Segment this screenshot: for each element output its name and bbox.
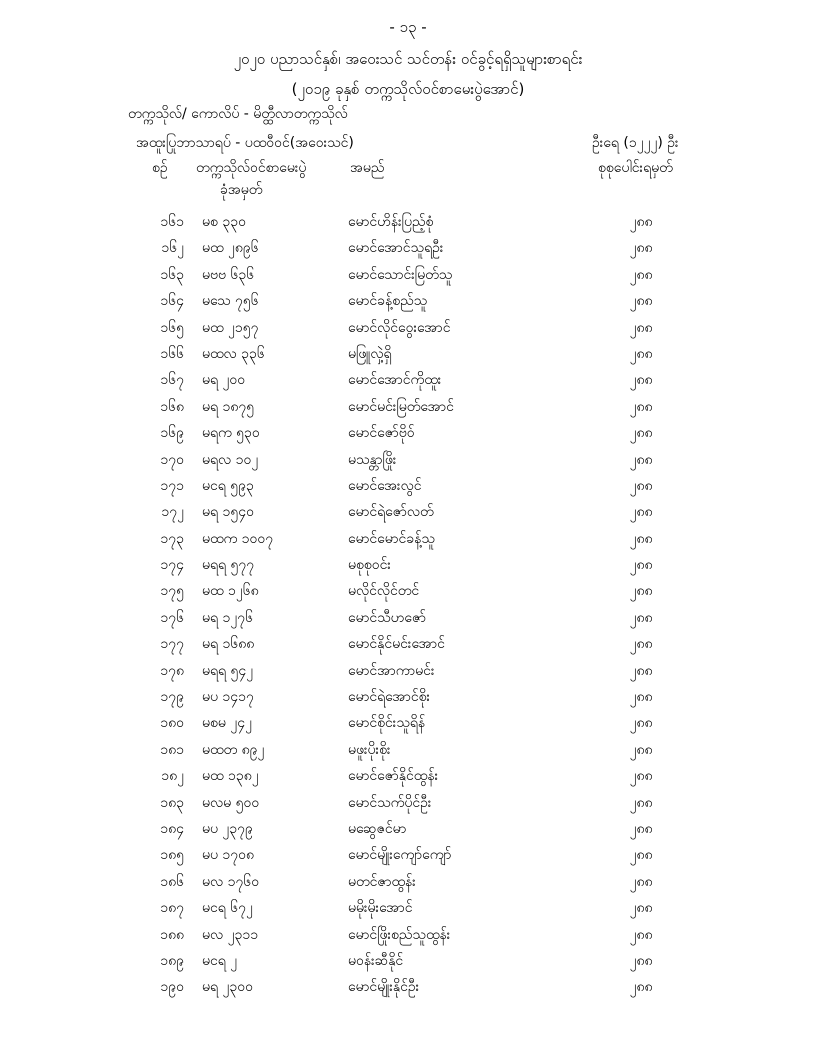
row-serial: ၁၈၇ (160, 900, 184, 917)
row-serial: ၁၇၇ (160, 636, 184, 653)
row-serial: ၁၆၃ (160, 266, 184, 283)
header-serial: စဉ် (152, 160, 168, 176)
row-serial: ၁၆၆ (160, 345, 184, 362)
row-total-marks: ၂၈၈ (629, 741, 653, 758)
row-serial: ၁၈၆ (160, 873, 184, 890)
table-row (0, 870, 816, 896)
row-serial: ၁၇၃ (160, 530, 184, 547)
row-roll-number: မရ ၁၈၇၅ (202, 398, 255, 415)
row-total-marks: ၂၈၈ (629, 662, 653, 679)
table-row (0, 896, 816, 922)
major-line: အထူးပြုဘာသာရပ် - ပထဝီဝင်(အဝေးသင်) (136, 135, 354, 151)
row-roll-number: မပ ၁၇၀၈ (202, 847, 255, 864)
row-total-marks: ၂၈၈ (629, 557, 653, 574)
total-count: ဦးရေ (၁၂၂၂) ဦး (592, 135, 679, 151)
row-total-marks: ၂၈၈ (629, 583, 653, 600)
row-roll-number: မသေ ၇၅၆ (202, 293, 259, 310)
row-roll-number: မရရ ၅၇၇ (202, 557, 255, 574)
row-total-marks: ၂၈၈ (629, 689, 653, 706)
row-roll-number: မရလ ၁၀၂ (202, 451, 259, 468)
table-row (0, 949, 816, 975)
row-name: မောင်မောင်ခန့်သူ (348, 530, 435, 547)
table-row (0, 632, 816, 658)
row-serial: ၁၇၂ (161, 504, 184, 521)
row-name: မောင်လိုင်ဝွေးအောင် (348, 319, 451, 336)
row-name: မောင်အာကာမင်း (348, 662, 435, 679)
row-serial: ၁၆၉ (160, 425, 184, 442)
row-serial: ၁၆၈ (160, 398, 184, 415)
row-serial: ၁၉၀ (160, 979, 184, 996)
row-name: မောင်မင်းမြတ်အောင် (348, 398, 454, 415)
row-total-marks: ၂၈၈ (629, 530, 653, 547)
table-row (0, 791, 816, 817)
row-roll-number: မထ ၂၁၅၇ (202, 319, 259, 336)
row-serial: ၁၇၁ (160, 477, 184, 494)
row-roll-number: မရ ၁၅၄၀ (202, 504, 254, 521)
row-roll-number: မရ ၂၃၀၀ (202, 979, 253, 996)
document-title: ၂၀၂၀ ပညာသင်နှစ်၊ အဝေးသင် သင်တန်း ဝင်ခွင့်ရရှိသူများစာရင်း (233, 50, 583, 68)
row-roll-number: မထ ၁၂၆၈ (202, 583, 259, 600)
table-row (0, 764, 816, 790)
row-name: မောင်ဟိန်းပြည့်စုံ (348, 214, 434, 230)
table-row (0, 685, 816, 711)
row-total-marks: ၂၈၈ (629, 319, 653, 336)
row-serial: ၁၆၁ (160, 214, 184, 230)
row-roll-number: မပ ၂၃၇၉ (202, 820, 253, 837)
row-serial: ၁၇၅ (160, 583, 184, 600)
row-total-marks: ၂၈၈ (629, 820, 653, 837)
row-serial: ၁၈၀ (160, 715, 184, 732)
table-row (0, 368, 816, 394)
row-roll-number: မဗဗ ၆၃၆ (202, 266, 255, 283)
table-row (0, 210, 816, 236)
row-name: မစုစုဝင်း (348, 557, 391, 574)
row-total-marks: ၂၈၈ (629, 609, 653, 626)
row-total-marks: ၂၈၈ (629, 926, 653, 943)
table-row (0, 923, 816, 949)
row-serial: ၁၆၄ (160, 293, 184, 310)
row-name: မောင်သောင်းမြတ်သူ (348, 266, 453, 283)
table-row (0, 817, 816, 843)
row-serial: ၁၈၄ (160, 820, 184, 837)
row-roll-number: မငရ ၆၇၂ (202, 900, 253, 917)
row-total-marks: ၂၈၈ (629, 847, 653, 864)
table-row (0, 263, 816, 289)
table-row (0, 316, 816, 342)
table-row (0, 527, 816, 553)
row-roll-number: မငရ ၅၉၃ (202, 477, 254, 494)
row-name: မောင်ခန့်စည်သူ (348, 293, 428, 310)
row-total-marks: ၂၈၈ (629, 425, 653, 442)
table-row (0, 659, 816, 685)
document-subtitle: (၂၀၁၉ ခုနှစ် တက္ကသိုလ်ဝင်စာမေးပွဲအောင်) (291, 80, 525, 98)
row-name: မဆွေဇင်မာ (348, 820, 407, 837)
row-name: မောင်ရဲအောင်စိုး (348, 689, 431, 706)
row-roll-number: မရ ၁၂၇၆ (202, 609, 253, 626)
row-roll-number: မထက ၁၀၀၇ (202, 530, 274, 547)
row-total-marks: ၂၈၈ (629, 372, 653, 389)
row-name: မဖူးပိုးစိုး (348, 741, 391, 758)
row-name: မောင်သီဟဇော် (348, 609, 427, 626)
table-row (0, 289, 816, 315)
row-roll-number: မထတ ၈၉၂ (202, 741, 265, 758)
row-roll-number: မရက ၅၃၀ (202, 425, 260, 442)
row-name: မောင်အေးလွင် (348, 477, 422, 494)
row-total-marks: ၂၈၈ (629, 240, 653, 257)
row-roll-number: မလမ ၅၀၀ (202, 794, 260, 811)
row-total-marks: ၂၈၈ (629, 715, 653, 732)
table-row (0, 975, 816, 1001)
row-name: မမိုးမိုးအောင် (348, 900, 413, 917)
row-name: မဖြူလှဲ့ရှိ (348, 345, 392, 362)
table-row (0, 579, 816, 605)
row-total-marks: ၂၈၈ (629, 873, 653, 890)
row-total-marks: ၂၈၈ (629, 636, 653, 653)
row-serial: ၁၆၂ (161, 240, 184, 257)
row-total-marks: ၂၈၈ (629, 952, 653, 969)
row-serial: ၁၆၇ (160, 372, 184, 389)
table-row (0, 606, 816, 632)
row-serial: ၁၇၀ (160, 451, 184, 468)
row-serial: ၁၇၄ (160, 557, 184, 574)
row-total-marks: ၂၈၈ (629, 451, 653, 468)
row-serial: ၁၈၅ (160, 847, 184, 864)
student-list (0, 210, 816, 1002)
row-total-marks: ၂၈၈ (629, 345, 653, 362)
row-name: မောင်မျိုးကျော်ကျော် (348, 847, 452, 864)
row-roll-number: မလ ၁၇၆၀ (202, 873, 260, 890)
row-serial: ၁၈၃ (160, 794, 184, 811)
row-total-marks: ၂၈၈ (629, 768, 653, 785)
row-total-marks: ၂၈၈ (629, 979, 653, 996)
row-total-marks: ၂၈၈ (629, 266, 653, 283)
row-serial: ၁၇၆ (160, 609, 184, 626)
row-name: မတင်ဇာထွန်း (348, 873, 416, 890)
row-total-marks: ၂၈၈ (629, 214, 653, 230)
row-serial: ၁၈၈ (160, 926, 184, 943)
row-name: မောင်အောင်သူရဦး (348, 240, 444, 257)
table-row (0, 448, 816, 474)
row-name: မလိုင်လိုင်တင် (348, 583, 420, 600)
row-roll-number: မရ ၁၆၈၈ (202, 636, 255, 653)
row-roll-number: မလ ၂၃၁၁ (202, 926, 259, 943)
table-row (0, 421, 816, 447)
row-serial: ၁၈၂ (161, 768, 184, 785)
row-name: မသန္တာဖြိုး (348, 451, 397, 468)
row-roll-number: မစမ ၂၄၂ (202, 715, 252, 732)
row-roll-number: မရ ၂၀၀ (202, 372, 246, 389)
header-roll-number: တက္ကသိုလ်ဝင်စာမေးပွဲ (196, 160, 307, 176)
row-total-marks: ၂၈၈ (629, 398, 653, 415)
table-row (0, 395, 816, 421)
page-number: - ၁၃ - (389, 18, 427, 36)
row-name: မောင်မျိုးနိုင်ဦး (348, 979, 420, 996)
header-roll-number-sub: ခုံအမှတ် (220, 182, 263, 198)
row-roll-number: မစ ၃၃၀ (202, 214, 246, 230)
row-name: မောင်ဖြိုးစည်သူထွန်း (348, 926, 451, 943)
row-name: မောင်အောင်ကိုထူး (348, 372, 442, 389)
row-serial: ၁၇၉ (160, 689, 184, 706)
table-row (0, 711, 816, 737)
table-row (0, 236, 816, 262)
row-total-marks: ၂၈၈ (629, 293, 653, 310)
university-line: တက္ကသိုလ်/ ကောလိပ် - မိတ္ထီလာတက္ကသိုလ် (128, 106, 348, 122)
table-row (0, 500, 816, 526)
header-name: အမည် (350, 160, 385, 176)
row-roll-number: မထလ ၃၃၆ (202, 345, 265, 362)
row-name: မောင်ရဲဇော်လတ် (348, 504, 434, 521)
row-serial: ၁၈၁ (160, 741, 184, 758)
row-roll-number: မထ ၂၈၉၆ (202, 240, 259, 257)
row-name: မောင်ဇော်နိုင်ထွန်း (348, 768, 439, 785)
table-row (0, 843, 816, 869)
row-roll-number: မထ ၁၃၈၂ (202, 768, 259, 785)
row-serial: ၁၈၉ (160, 952, 184, 969)
row-serial: ၁၆၅ (160, 319, 184, 336)
row-name: မဝန်းဆီနိုင် (348, 952, 404, 969)
row-total-marks: ၂၈၈ (629, 900, 653, 917)
row-roll-number: မရရ ၅၄၂ (202, 662, 254, 679)
row-total-marks: ၂၈၈ (629, 504, 653, 521)
row-name: မောင်နိုင်မင်းအောင် (348, 636, 445, 653)
row-roll-number: မငရ ၂ (202, 952, 238, 969)
row-name: မောင်စိုင်းသူရိန် (348, 715, 426, 732)
row-serial: ၁၇၈ (160, 662, 184, 679)
table-row (0, 342, 816, 368)
row-total-marks: ၂၈၈ (629, 477, 653, 494)
table-row (0, 553, 816, 579)
table-row (0, 738, 816, 764)
row-name: မောင်သက်ပိုင်ဦး (348, 794, 432, 811)
table-row (0, 474, 816, 500)
header-total-marks: စုစုပေါင်းရမှတ် (598, 160, 673, 176)
row-name: မောင်ဇော်ဗိုဝ် (348, 425, 415, 442)
row-roll-number: မပ ၁၄၁၇ (202, 689, 254, 706)
row-total-marks: ၂၈၈ (629, 794, 653, 811)
